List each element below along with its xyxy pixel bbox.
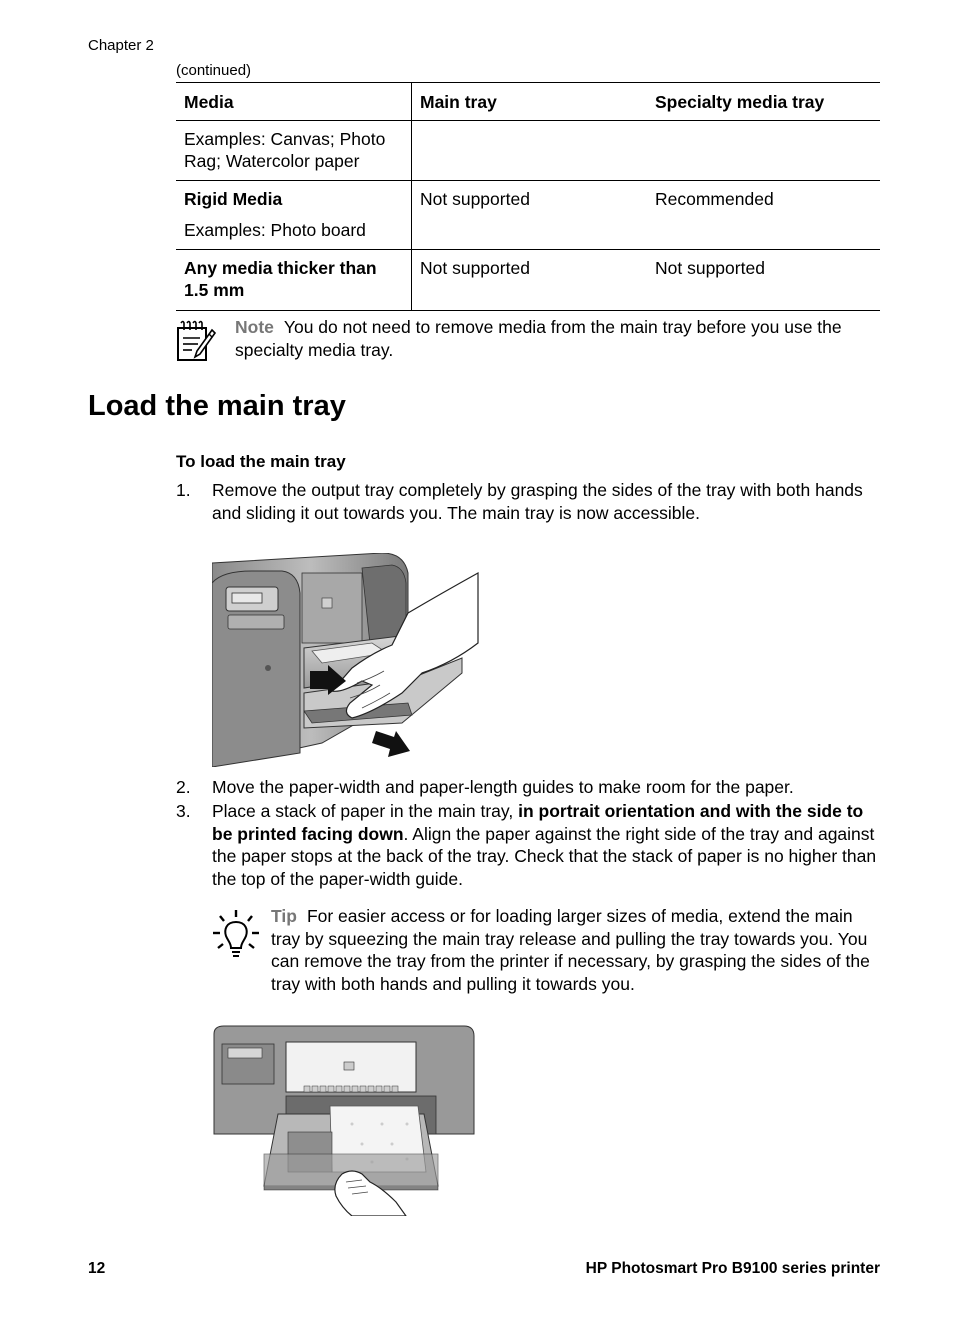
specialty-tray-cell [647, 121, 880, 181]
media-cell [176, 250, 412, 311]
footer-title: HP Photosmart Pro B9100 series printer [585, 1260, 880, 1277]
note-body: You do not need to remove media from the main tray before you use the specialty media tray. [235, 317, 842, 360]
tip-label: Tip [271, 906, 297, 926]
media-cell [176, 181, 412, 250]
tip-text-block [271, 905, 884, 995]
section-heading: Load the main tray [88, 390, 346, 422]
step-1-number: 1. [176, 480, 191, 500]
column-header-specialty-tray: Specialty media tray [655, 92, 825, 112]
media-examples: Examples: Canvas; Photo Rag; Watercolor paper [184, 129, 386, 171]
column-header-main-tray: Main tray [420, 92, 497, 112]
note-pad-pencil-icon [176, 320, 216, 362]
step-3-text-emphasis: in portrait orientation and with the side to be printed facing down [212, 801, 864, 844]
lightbulb-icon [212, 908, 260, 960]
note-label: Note [235, 317, 274, 337]
table-header-row [176, 83, 880, 121]
step-3-text-end: . Align the paper against the right side of the tray and against the paper stops at the back of the tray. Check that the stack of paper is no higher than the top of the paper-width guide. [212, 823, 877, 889]
table-row [176, 121, 880, 181]
step-2-text: Move the paper-width and paper-length guides to make room for the paper. [212, 777, 794, 797]
procedure-title: To load the main tray [176, 452, 346, 471]
continued-label: (continued) [176, 62, 252, 79]
page-number: 12 [88, 1260, 106, 1277]
media-examples: Examples: Photo board [184, 220, 366, 240]
main-tray-cell [412, 121, 648, 181]
chapter-label: Chapter 2 [88, 37, 154, 54]
step-3-number: 3. [176, 801, 191, 821]
table-row [176, 250, 880, 311]
tip-body: For easier access or for loading larger sizes of media, extend the main tray by squeezing the main tray release and pulling the tray towards you. You can remove the tray from the printer if necessary, by grasping the sides of the tray with both hands and pulling it towards you. [271, 906, 870, 994]
note-text-block [235, 316, 885, 361]
step-2-number: 2. [176, 777, 191, 797]
step-3-text-start: Place a stack of paper in the main tray, [212, 801, 519, 821]
media-cell [176, 121, 412, 181]
specialty-tray-cell: Recommended [655, 189, 774, 209]
step-3-text [212, 800, 884, 890]
column-header-media: Media [176, 83, 412, 121]
main-tray-cell: Not supported [420, 189, 530, 209]
printer-output-tray-illustration [212, 553, 480, 767]
main-tray-cell: Not supported [420, 258, 530, 278]
media-name: Rigid Media [184, 189, 283, 209]
printer-main-tray-illustration [212, 1024, 476, 1216]
step-1-text: Remove the output tray completely by grasping the sides of the tray with both hands and sliding it out towards you. The main tray is now accessible. [212, 480, 863, 523]
media-name: Any media thicker than 1.5 mm [184, 258, 377, 300]
table-row [176, 181, 880, 250]
media-tray-table [176, 82, 880, 311]
specialty-tray-cell: Not supported [655, 258, 765, 278]
